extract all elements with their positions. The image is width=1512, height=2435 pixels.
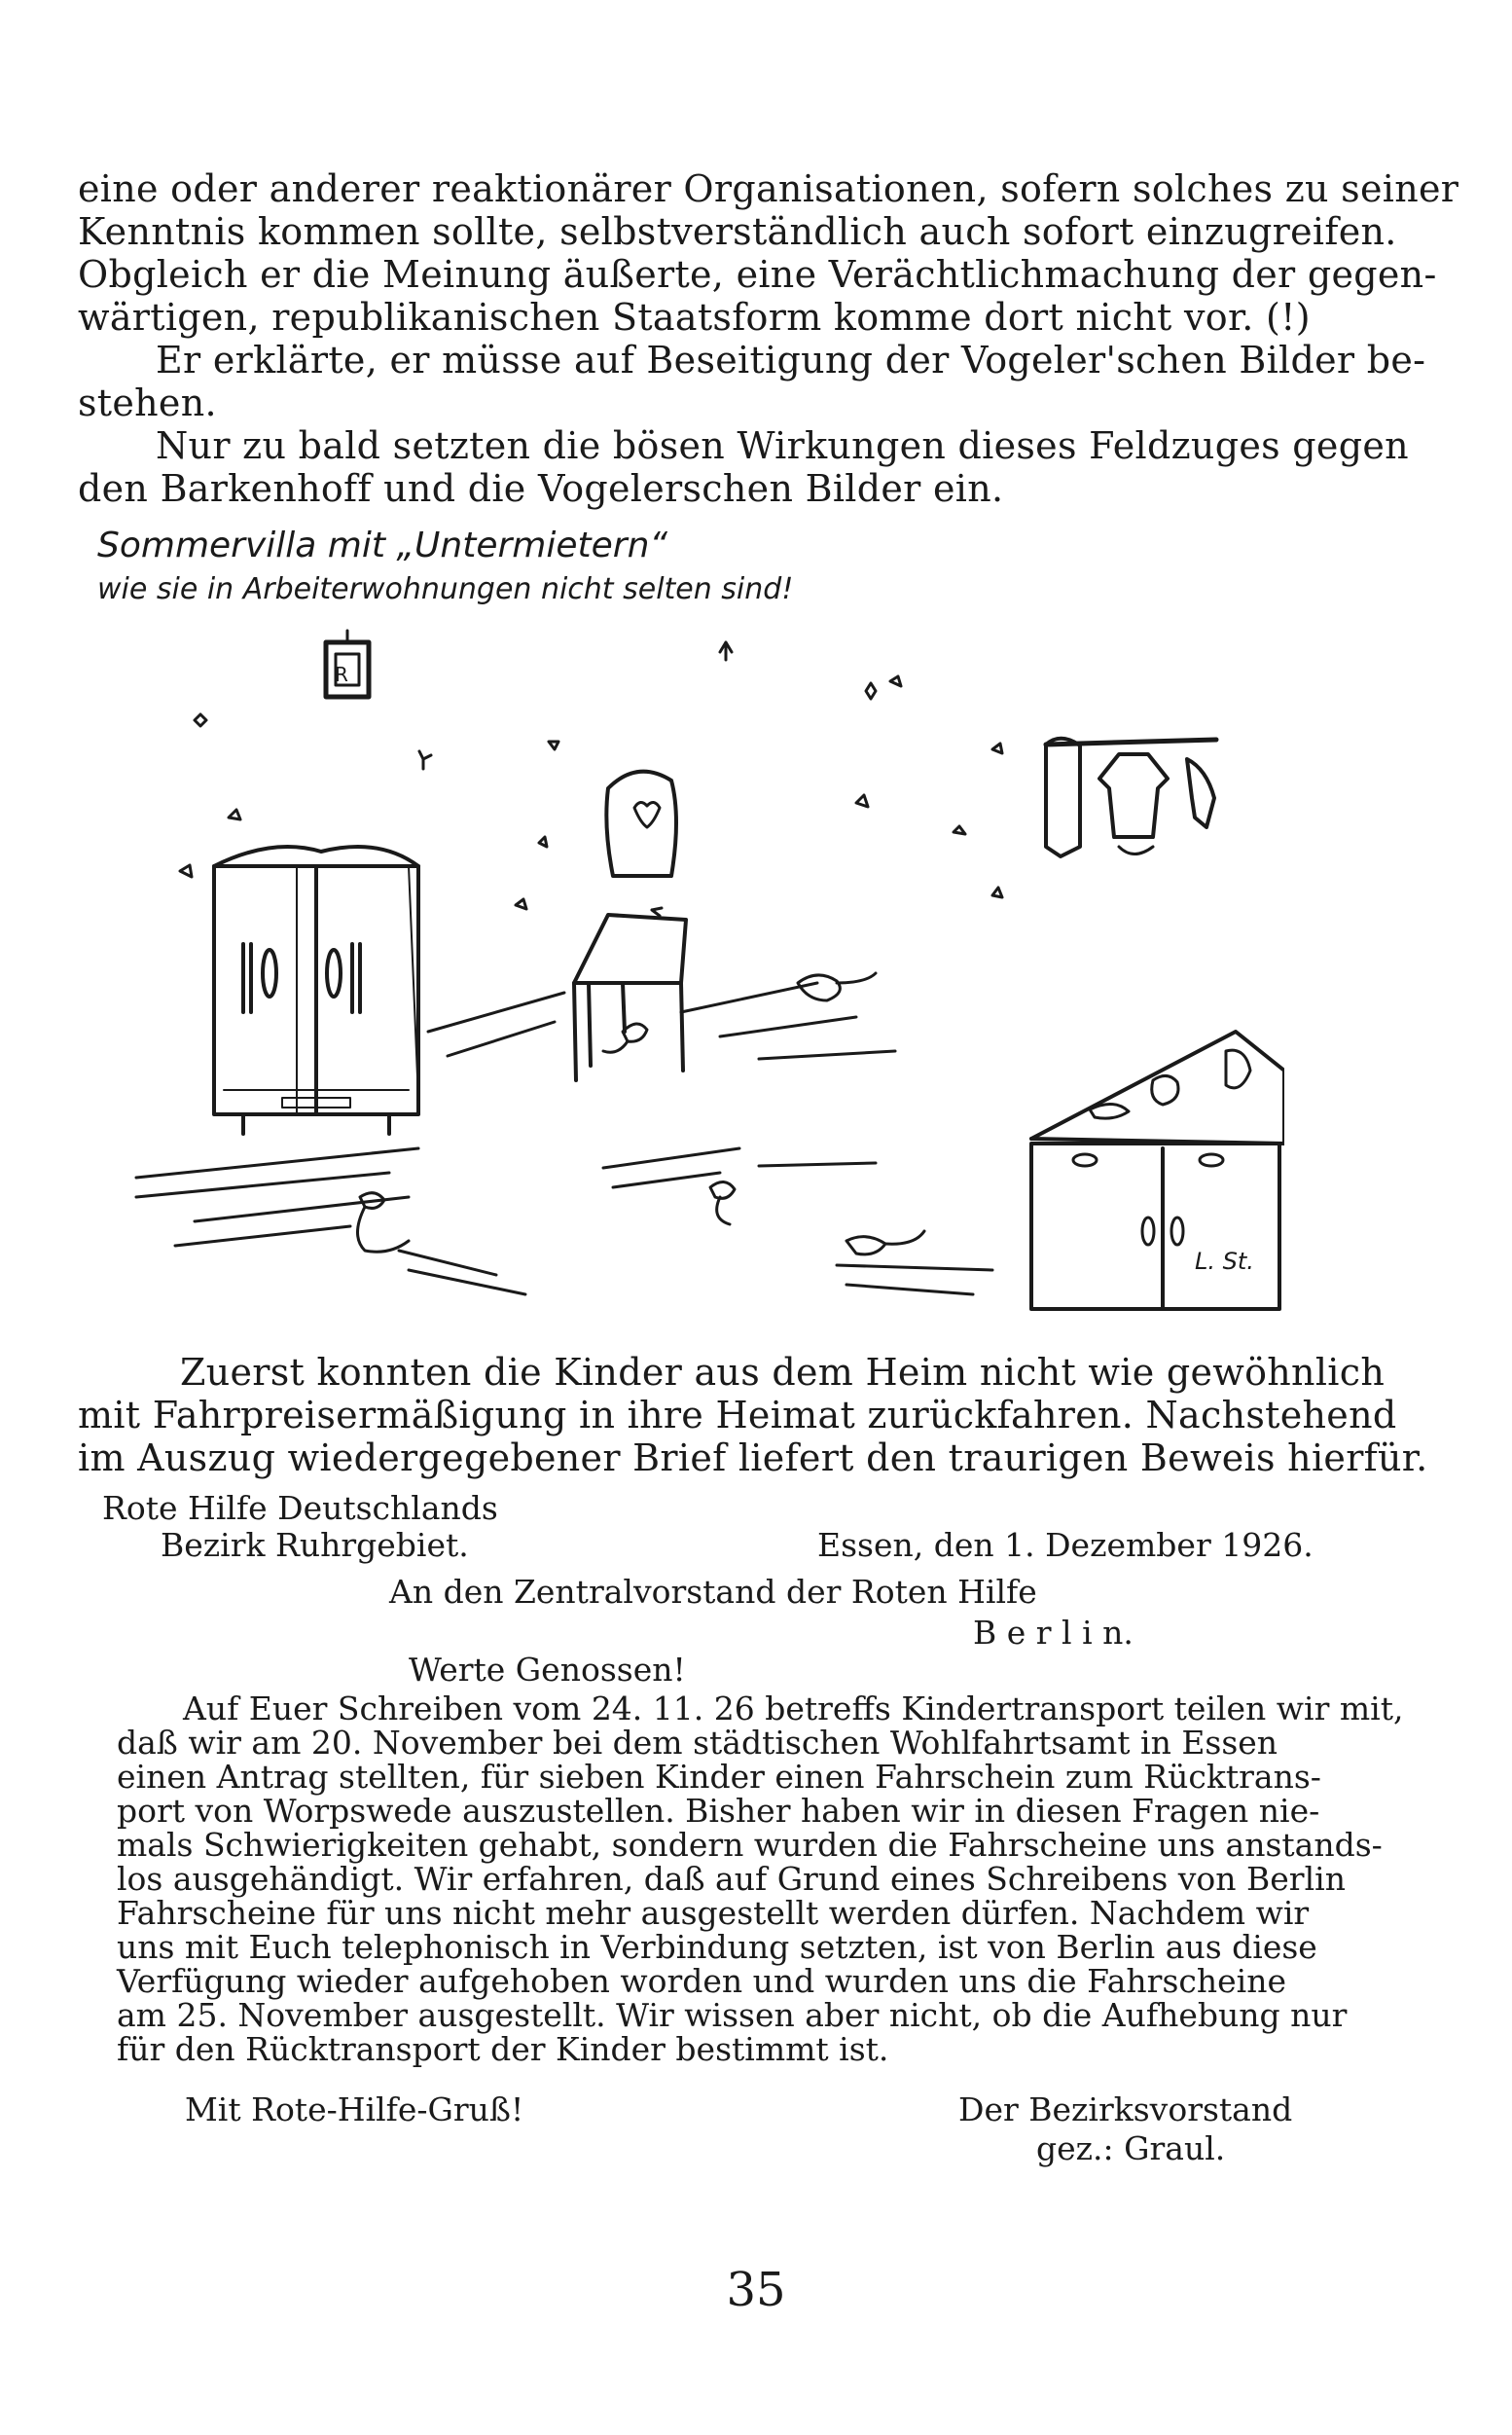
drawing-caption-line2: wie sie in Arbeiterwohnungen nicht selten sind! [97,572,794,606]
drawing-caption-line1: Sommervilla mit „Untermietern“ [97,526,668,565]
letter-line: mals Schwierigkeiten gehabt, sondern wurden die Fahrscheine uns anstands- [117,1826,1383,1864]
bugs [180,642,1002,916]
floor-lines [136,983,992,1294]
letter-line: Verfügung wieder aufgehoben worden und wurden uns die Fahrscheine [117,1962,1286,2000]
intro-line: wärtigen, republikanischen Staatsform komme dort nicht vor. (!) [78,296,1311,339]
letter-line: für den Rücktransport der Kinder bestimmt ist. [117,2030,889,2068]
letter-line: los ausgehändigt. Wir erfahren, daß auf Grund eines Schreibens von Berlin [117,1860,1346,1898]
wall-picture-letter: R [335,663,348,686]
illustration [97,526,1284,1324]
letter-sender-line1: Rote Hilfe Deutschlands [102,1489,498,1527]
letter-signed: gez.: Graul. [1036,2129,1226,2167]
drawing-sketch [97,526,1284,1324]
intro-line: Nur zu bald setzten die bösen Wirkungen dieses Feldzuges gegen [156,424,1409,467]
letter-recipient: An den Zentralvorstand der Roten Hilfe [389,1573,1037,1611]
intro-line: Obgleich er die Meinung äußerte, eine Verächtlichmachung der gegen- [78,253,1437,296]
chair [574,772,686,1080]
letter-date: Essen, den 1. Dezember 1926. [817,1526,1314,1564]
letter-line: Fahrscheine für uns nicht mehr ausgestellt werden dürfen. Nachdem wir [117,1894,1310,1932]
letter-line: Auf Euer Schreiben vom 24. 11. 26 betreffs Kindertransport teilen wir mit, [183,1690,1404,1727]
intro-line: eine oder anderer reaktionärer Organisationen, sofern solches zu seiner [78,167,1459,210]
letter-signatory: Der Bezirksvorstand [958,2090,1293,2128]
wardrobe [214,847,418,1134]
body-line: Zuerst konnten die Kinder aus dem Heim nicht wie gewöhnlich [180,1351,1386,1394]
letter-line: einen Antrag stellten, für sieben Kinder einen Fahrschein zum Rücktrans- [117,1758,1321,1796]
letter-salutation: Werte Genossen! [409,1651,686,1689]
drawing-signature: L. St. [1195,1248,1254,1275]
intro-line: Kenntnis kommen sollte, selbstverständlich auch sofort einzugreifen. [78,210,1397,253]
body-text [78,1351,1428,1479]
intro-line: stehen. [78,382,217,424]
letter-line: uns mit Euch telephonisch in Verbindung setzten, ist von Berlin aus diese [117,1928,1317,1966]
letter-line: am 25. November ausgestellt. Wir wissen aber nicht, ob die Aufhebung nur [117,1996,1348,2034]
intro-text [78,167,1459,510]
letter-sender-line2: Bezirk Ruhrgebiet. [161,1526,469,1564]
letter-closing: Mit Rote-Hilfe-Gruß! [185,2090,524,2128]
letter-line: port von Worpswede auszustellen. Bisher haben wir in diesen Fragen nie- [117,1792,1320,1830]
intro-line: den Barkenhoff und die Vogelerschen Bilder ein. [78,467,1004,510]
clothes-rack [1046,739,1216,856]
mice [358,973,1130,1254]
letter-body [117,1690,1404,2068]
body-line: mit Fahrpreisermäßigung in ihre Heimat zurückfahren. Nachstehend [78,1394,1397,1436]
letter-recipient-city: B e r l i n. [973,1614,1134,1652]
body-line: im Auszug wiedergegebener Brief liefert den traurigen Beweis hierfür. [78,1436,1428,1479]
page-number: 35 [726,2263,786,2317]
intro-line: Er erklärte, er müsse auf Beseitigung der Vogeler'schen Bilder be- [156,339,1426,382]
letter-line: daß wir am 20. November bei dem städtischen Wohlfahrtsamt in Essen [117,1724,1278,1762]
